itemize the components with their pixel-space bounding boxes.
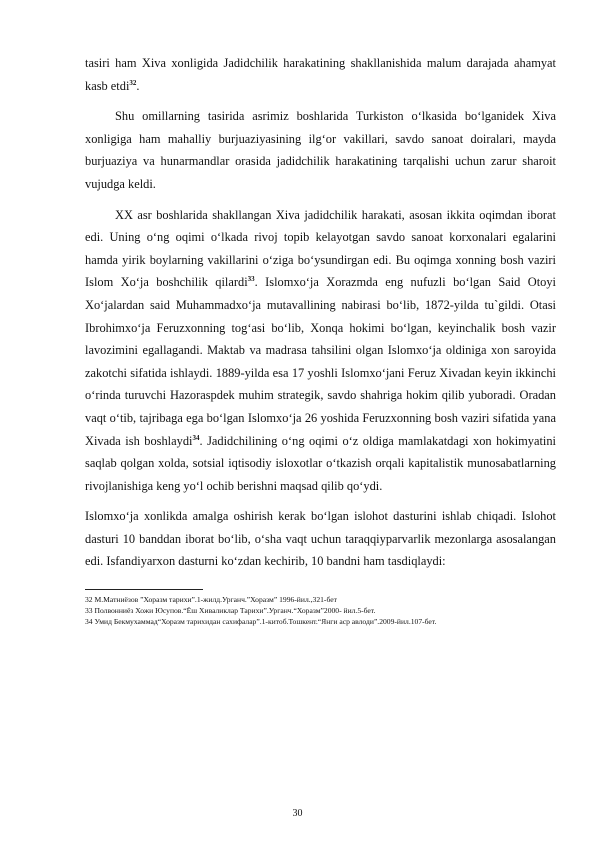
- paragraph-3: [85, 204, 556, 498]
- footnote-ref-33[interactable]: 33: [247, 275, 255, 284]
- document-body: [85, 52, 556, 628]
- footnote-divider: [85, 589, 203, 590]
- paragraph-3-text-a: XX asr boshlarida shakllangan Xiva jadidchilik harakati, asosan ikkita oqimdan iborat edi. Uning o‘ng oqimi o‘lkada rivoj topib kelayotgan savdo sanoat korxonalari egalarini hamda yirik boylarning vakillarini o‘ziga bo‘ysundirgan edi. Bu oqimga xonning bosh vaziri Islom Xo‘ja boshchilik qilardi: [85, 207, 556, 290]
- footnote-ref-34[interactable]: 34: [192, 433, 200, 442]
- paragraph-1: [85, 52, 556, 97]
- paragraph-3-text-c: . Jadidchilining o‘ng oqimi o‘z oldiga mamlakatdagi xon hokimyatini saqlab qolgan xolda, sotsial iqtisodiy isloxotlar o‘tkazish orqali kapitalistik munosabatlarning rivojlanishiga keng yo‘l ochib berishni maqsad qilib qo‘ydi.: [85, 433, 556, 493]
- paragraph-4: Islomxo‘ja xonlikda amalga oshirish kerak bo‘lgan islohot dasturini ishlab chiqadi. Islohot dasturi 10 banddan iborat bo‘lib, o‘sha vaqt uchun taraqqiyparvarlik mezonlarga asosalangan edi. Isfandiyarxon dasturni ko‘zdan kechirib, 10 bandni ham tasdiqlaydi:: [85, 509, 556, 569]
- footnote-ref-32[interactable]: 32: [129, 78, 137, 87]
- footnotes: [85, 594, 556, 628]
- footnote-32: 32 М.Матниёзов ”Хоразм тарихи”.1-жилд.Урганч.”Хоразм” 1996-йил.,321-бет: [85, 595, 337, 605]
- footnote-34: 34 Умид Бекмухаммад“Хоразм тарихидан сахифалар”.1-китоб.Тошкент.“Янги аср авлоди”.2009-йил.107-бет.: [85, 617, 437, 627]
- paragraph-1-text: tasiri ham Xiva xonligida Jadidchilik harakatining shakllanishida malum darajada ahamyat kasb etdi: [85, 56, 556, 93]
- paragraph-3-text-b: . Islomxo‘ja Xorazmda eng nufuzli bo‘lgan Said Otoyi Xo‘jalardan said Muhammadxo‘ja mutavallining nabirasi bo‘lib, 1872-yilda tu`gildi. Otasi Ibrohimxo‘ja Feruzxonning tog‘asi bo‘lib, Xonqa hokimi bo‘lgan, keyinchalik bosh vazir lavozimini egallagandi. Maktab va madrasa tahsilini olgan Islomxo‘ja oldiniga xon saroyida zakotchi sifatida ishlaydi. 1889-yilda esa 17 yoshli Islomxo‘jani Feruz Xivadan keyin ikkinchi o‘rinda turuvchi Hazoraspdek muhim strategik, savdo shahriga hokim qilib yuboradi. Oradan vaqt o‘tib, tajribaga ega bo‘lgan Islomxo‘ja 26 yoshida Feruzxonning bosh vaziri sifatida yana Xivada ish boshlaydi: [85, 275, 556, 448]
- footnote-33: 33 Полвонниёз Хожи Юсупов.“Ёш Хиваликлар Тарихи”.Урганч.“Хоразм”2000- йил.5-бет.: [85, 606, 376, 616]
- paragraph-2: Shu omillarning tasirida asrimiz boshlarida Turkiston o‘lkasida bo‘lganidek Xiva xonligiga ham mahalliy burjuaziyasining ilg‘or vakillari, savdo sanoat doiralari, mayda burjuaziya va hunarmandlar orasida jadidchilik harakatining tarqalishi uchun zarur sharoit vujudga keldi.: [85, 109, 556, 191]
- paragraph-1-tail: .: [136, 78, 140, 93]
- page-number: 30: [292, 808, 303, 819]
